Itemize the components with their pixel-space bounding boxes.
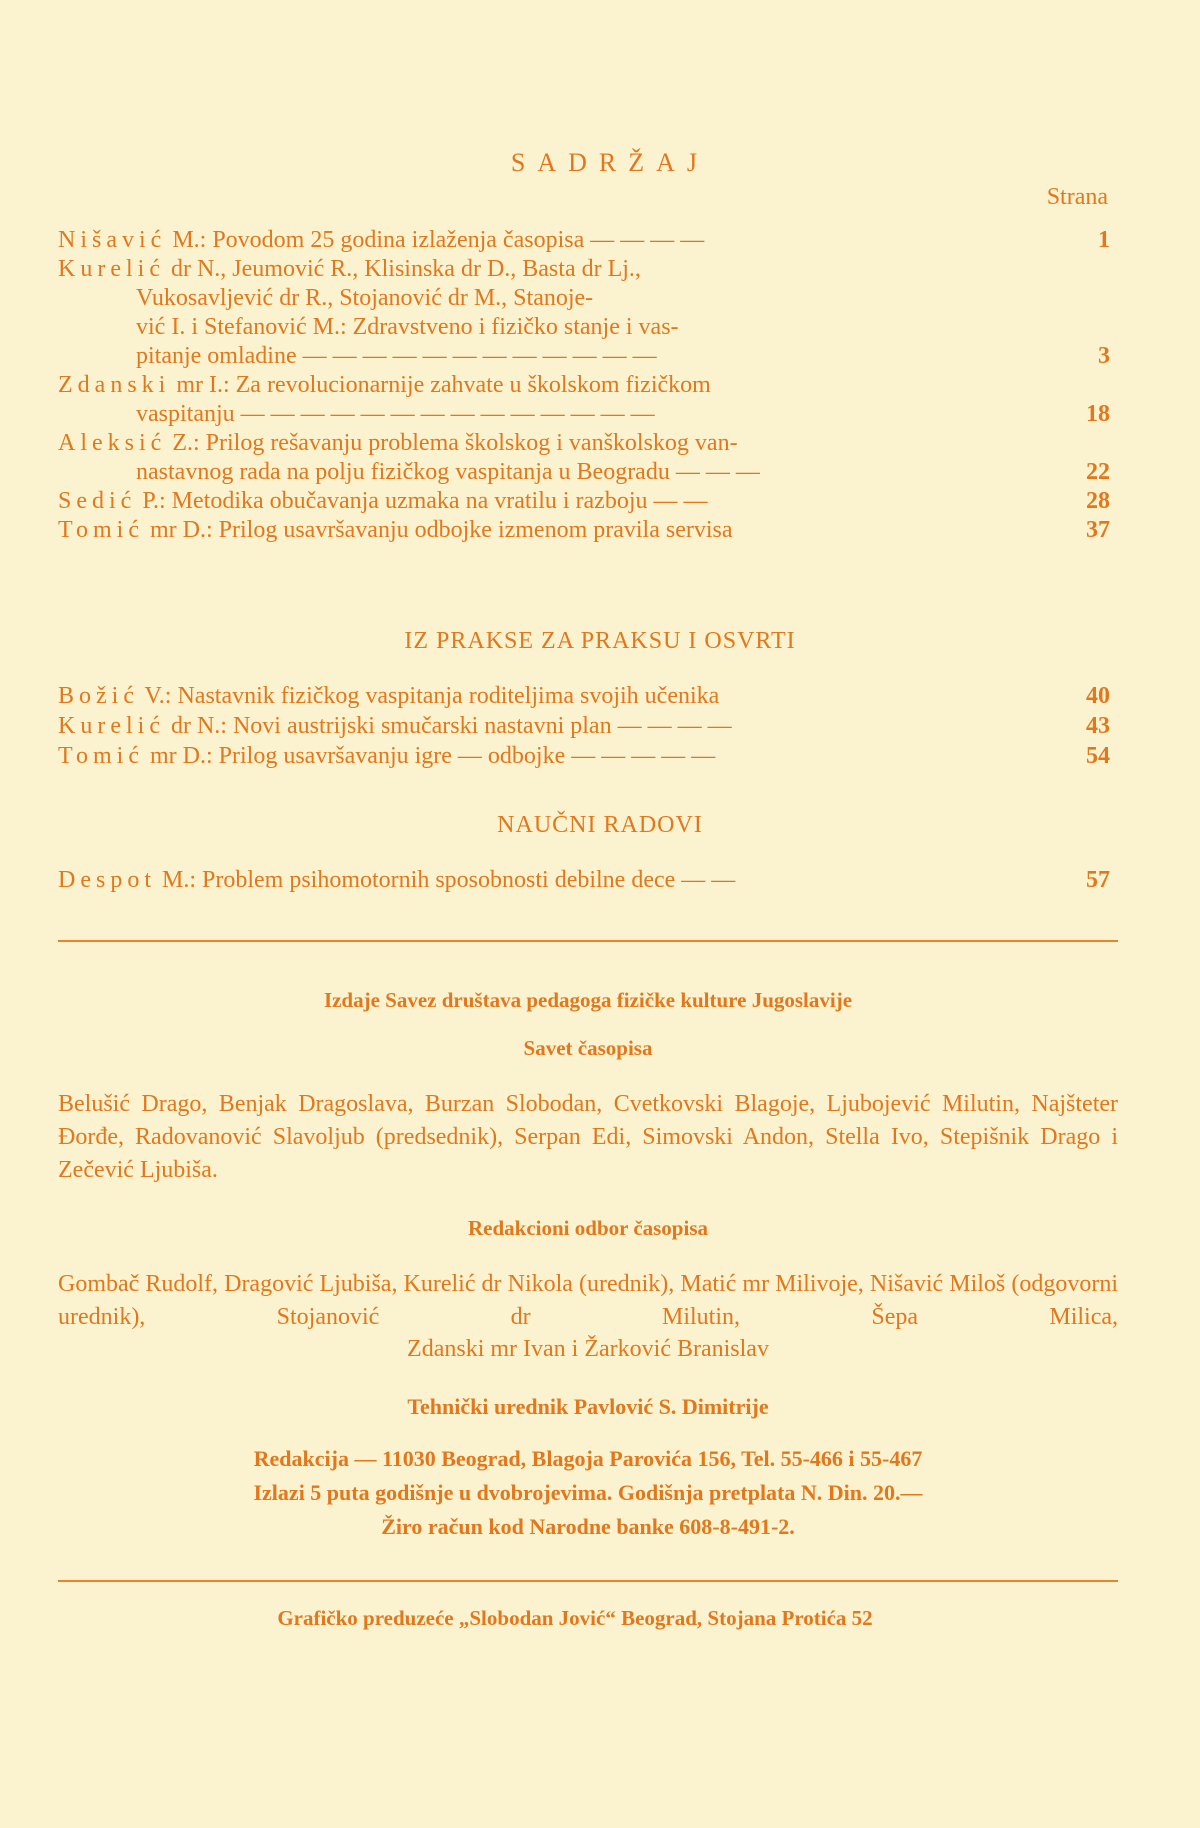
toc-line xyxy=(58,514,1110,546)
toc-line xyxy=(58,340,1110,372)
entry-title: dr N., Jeumović R., Klisinska dr D., Basta dr Lj., xyxy=(164,256,641,282)
entry-title: Vukosavljević dr R., Stojanović dr M., Stanoje- xyxy=(136,285,594,311)
toc-entry-text xyxy=(58,864,735,896)
toc-line xyxy=(58,680,1110,712)
toc-line xyxy=(58,398,1110,430)
entry-title: P.: Metodika obučavanja uzmaka na vratilu i razboju — — xyxy=(136,488,708,514)
author-surname: Kurelić xyxy=(58,256,165,282)
toc-line xyxy=(58,311,1110,343)
page-title: SADRŽAJ xyxy=(510,148,710,177)
author-surname: Tomić xyxy=(58,743,144,769)
toc-line xyxy=(58,485,1110,517)
page-column-label: Strana xyxy=(1046,184,1108,210)
page-number: 1 xyxy=(1098,227,1110,253)
page-number: 37 xyxy=(1086,517,1110,543)
author-surname: Sedić xyxy=(58,488,137,514)
entry-title: mr I.: Za revolucionarnije zahvate u školskom fizičkom xyxy=(170,372,711,398)
board-members-last: Zdanski mr Ivan i Žarković Branislav xyxy=(407,1336,769,1362)
entry-title: M.: Problem psihomotornih sposobnosti debilne dece — — xyxy=(156,867,736,893)
author-surname: Božić xyxy=(58,683,139,709)
editorial-address: Redakcija — 11030 Beograd, Blagoja Parovića 156, Tel. 55-466 i 55-467 xyxy=(253,1446,923,1471)
page-number: 40 xyxy=(1086,683,1110,709)
author-surname: Aleksić xyxy=(58,430,167,456)
toc-line xyxy=(58,864,1110,896)
toc-line xyxy=(58,253,1110,285)
toc-entry-text xyxy=(136,398,655,430)
author-surname: Tomić xyxy=(58,517,144,543)
author-surname: Kurelić xyxy=(58,713,165,739)
toc-entry-text xyxy=(136,456,760,488)
page-number: 18 xyxy=(1086,401,1110,427)
divider-top xyxy=(58,940,1118,942)
publication-frequency: Izlazi 5 puta godišnje u dvobrojevima. Godišnja pretplata N. Din. 20.— xyxy=(253,1480,923,1505)
entry-title: vaspitanju — — — — — — — — — — — — — — xyxy=(136,401,655,427)
page-number: 28 xyxy=(1086,488,1110,514)
toc-line xyxy=(58,282,1110,314)
entry-title: mr D.: Prilog usavršavanju odbojke izmenom pravila servisa xyxy=(143,517,733,543)
page-number: 3 xyxy=(1098,343,1110,369)
entry-title: V.: Nastavnik fizičkog vaspitanja roditeljima svojih učenika xyxy=(138,683,720,709)
toc-entry-text xyxy=(58,253,641,285)
author-surname: Nišavić xyxy=(58,227,167,253)
board-title: Redakcioni odbor časopisa xyxy=(468,1216,708,1240)
page-number: 54 xyxy=(1086,743,1110,769)
toc-entry-text xyxy=(58,710,732,742)
printer-line: Grafičko preduzeće „Slobodan Jović“ Beograd, Stojana Protića 52 xyxy=(277,1606,873,1630)
toc-entry-text xyxy=(58,680,719,712)
page-number: 22 xyxy=(1086,459,1110,485)
entry-title: pitanje omladine — — — — — — — — — — — — xyxy=(136,343,657,369)
toc-entry-text xyxy=(136,311,679,343)
toc-entry-text xyxy=(136,282,593,314)
divider-bottom xyxy=(58,1580,1118,1582)
toc-entry-text xyxy=(58,514,733,546)
entry-title: dr N.: Novi austrijski smučarski nastavni plan — — — — xyxy=(164,713,732,739)
toc-entry-text xyxy=(136,340,657,372)
toc-entry-text xyxy=(58,485,708,517)
entry-title: Z.: Prilog rešavanju problema školskog i vanškolskog van- xyxy=(166,430,738,456)
entry-title: nastavnog rada na polju fizičkog vaspitanja u Beogradu — — — xyxy=(136,459,760,485)
toc-line xyxy=(58,456,1110,488)
page-number: 57 xyxy=(1086,867,1110,893)
page-number: 43 xyxy=(1086,713,1110,739)
technical-editor: Tehnički urednik Pavlović S. Dimitrije xyxy=(407,1394,769,1419)
entry-title: mr D.: Prilog usavršavanju igre — odbojke — — — — — xyxy=(143,743,716,769)
section-heading-naucni: NAUČNI RADOVI xyxy=(497,812,703,838)
board-members: Gombač Rudolf, Dragović Ljubiša, Kurelić dr Nikola (urednik), Matić mr Milivoje, Nišavić Miloš (odgovorni urednik), Stojanović dr Milutin, Šepa Milica, xyxy=(58,1271,1118,1330)
section-heading-praksa: IZ PRAKSE ZA PRAKSU I OSVRTI xyxy=(404,628,796,654)
toc-entry-text xyxy=(58,224,704,256)
toc-line xyxy=(58,224,1110,256)
publisher-line: Izdaje Savez društava pedagoga fizičke kulture Jugoslavije xyxy=(323,988,853,1012)
toc-line xyxy=(58,369,1110,401)
council-title: Savet časopisa xyxy=(523,1036,653,1060)
toc-entry-text xyxy=(58,427,738,459)
entry-title: vić I. i Stefanović M.: Zdravstveno i fizičko stanje i vas- xyxy=(136,314,679,340)
bank-account: Žiro račun kod Narodne banke 608-8-491-2. xyxy=(381,1514,795,1539)
toc-line xyxy=(58,427,1110,459)
entry-title: M.: Povodom 25 godina izlaženja časopisa — — — — xyxy=(166,227,705,253)
toc-entry-text xyxy=(58,369,711,401)
author-surname: Despot xyxy=(58,867,156,893)
toc-line xyxy=(58,710,1110,742)
council-members: Belušić Drago, Benjak Dragoslava, Burzan Slobodan, Cvetkovski Blagoje, Ljubojević Milutin, Najšteter Đorđe, Radovanović Slavoljub (predsednik), Serpan Edi, Simovski Andon, Stella Ivo, Stepišnik Drago i Zečević Ljubiša. xyxy=(58,1091,1118,1183)
author-surname: Zdanski xyxy=(58,372,171,398)
toc-line xyxy=(58,740,1110,772)
toc-entry-text xyxy=(58,740,715,772)
